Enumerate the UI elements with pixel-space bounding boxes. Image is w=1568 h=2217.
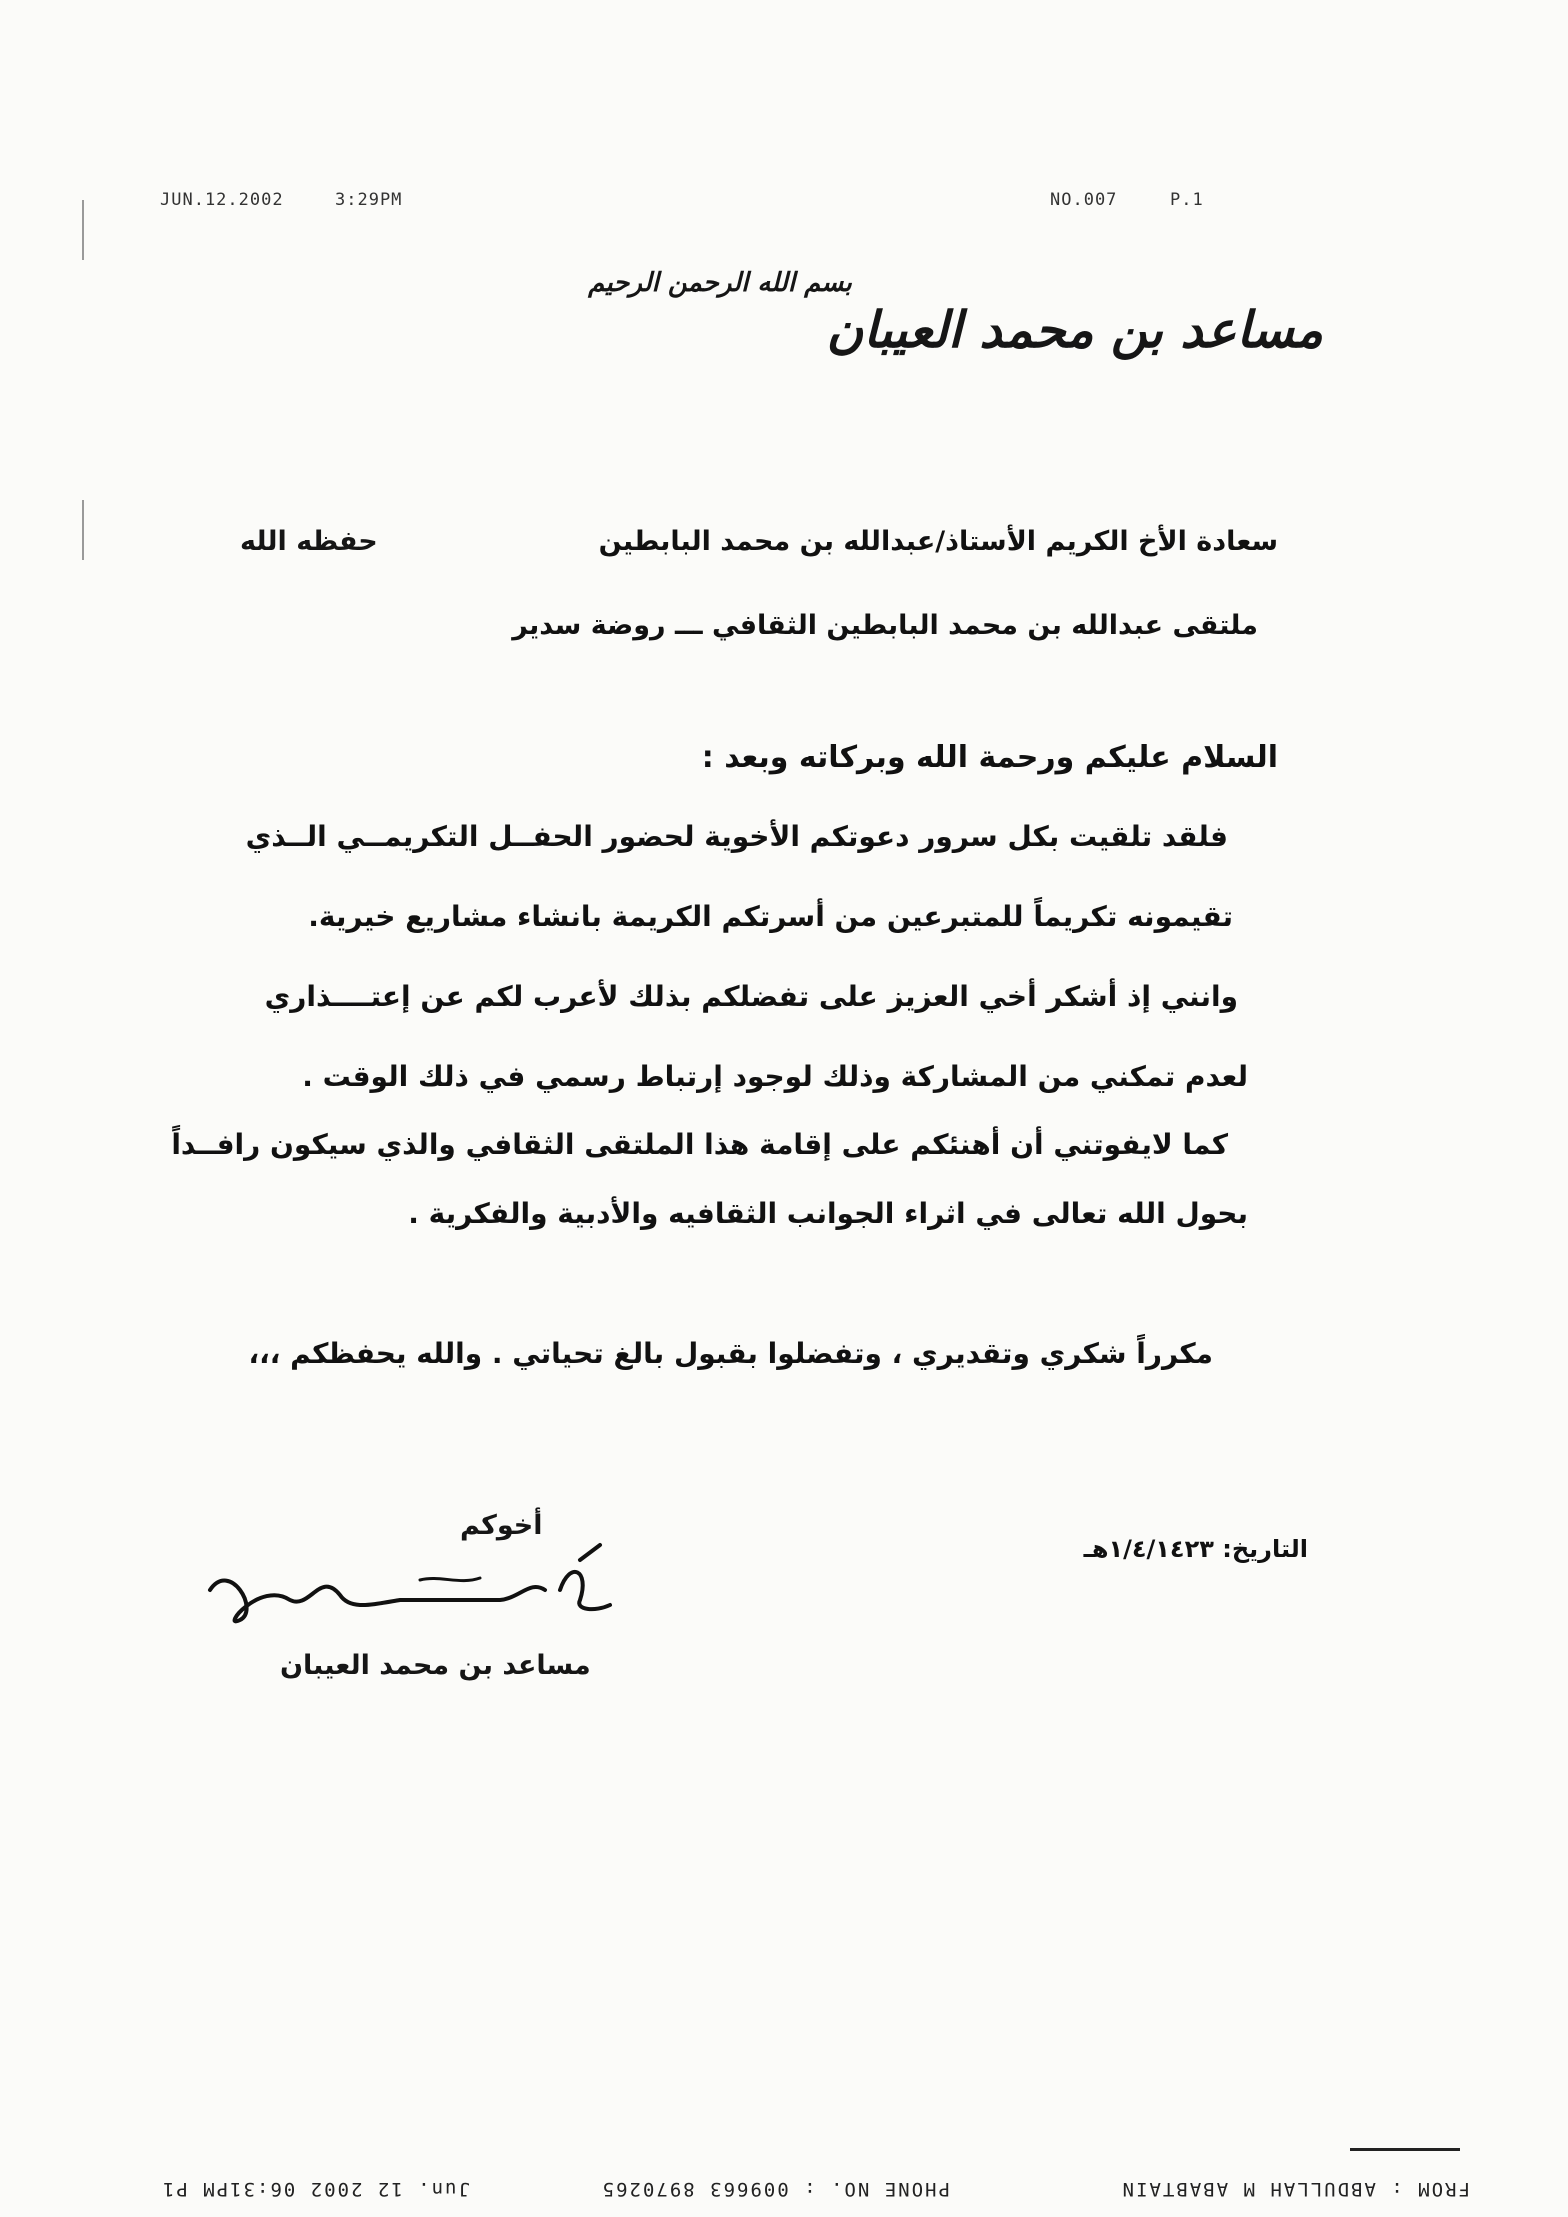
body-line: لعدم تمكني من المشاركة وذلك لوجود إرتباط رسمي في ذلك الوقت . <box>302 1060 1248 1093</box>
footer-rule <box>1350 2148 1460 2151</box>
signatory-name: مساعد بن محمد العيبان <box>280 1650 591 1681</box>
fax-number: NO.007 <box>1050 190 1118 210</box>
body-line: وانني إذ أشكر أخي العزيز على تفضلكم بذلك لأعرب لكم عن إعتــــذاري <box>264 980 1238 1013</box>
recipient-line: سعادة الأخ الكريم الأستاذ/عبدالله بن محمد البابطين <box>598 526 1278 557</box>
body-line: كما لايفوتني أن أهنئكم على إقامة هذا الملتقى الثقافي والذي سيكون رافــداً <box>171 1128 1228 1161</box>
honorific: حفظه الله <box>240 526 378 557</box>
fax-footer <box>110 2160 1470 2200</box>
signature-block <box>200 1500 620 1700</box>
date-line: التاريخ: ١/٤/١٤٢٣هـ <box>1083 1535 1308 1563</box>
body-line: تقيمونه تكريماً للمتبرعين من أسرتكم الكريمة بانشاء مشاريع خيرية. <box>308 900 1233 933</box>
closing-word: أخوكم <box>460 1510 543 1541</box>
institution-line: ملتقى عبدالله بن محمد البابطين الثقافي ـــ روضة سدير <box>512 610 1258 641</box>
body-line: بحول الله تعالى في اثراء الجوانب الثقافيه والأدبية والفكرية . <box>408 1197 1248 1230</box>
fax-header <box>160 190 1240 230</box>
punch-mark <box>82 200 84 260</box>
footer-phone: PHONE NO. : 009663 8970265 <box>600 2178 950 2200</box>
fax-date: JUN.12.2002 <box>160 190 284 210</box>
body-line: مكرراً شكري وتقديري ، وتفضلوا بقبول بالغ تحياتي . والله يحفظكم ،،، <box>248 1337 1213 1370</box>
body-line: فلقد تلقيت بكل سرور دعوتكم الأخوية لحضور الحفــل التكريمــي الــذي <box>245 820 1228 853</box>
footer-timestamp: Jun. 12 2002 06:31PM P1 <box>160 2178 470 2200</box>
punch-mark <box>82 500 84 560</box>
greeting: السلام عليكم ورحمة الله وبركاته وبعد : <box>701 740 1278 775</box>
basmala: بسم الله الرحمن الرحيم <box>588 268 852 298</box>
letterhead-sender: مساعد بن محمد العيبان <box>826 300 1323 359</box>
footer-from: FROM : ABDULLAH M ABABTAIN <box>1120 2178 1470 2200</box>
fax-page-number: P.1 <box>1170 190 1204 210</box>
handwritten-signature <box>200 1540 620 1660</box>
fax-time: 3:29PM <box>335 190 403 210</box>
